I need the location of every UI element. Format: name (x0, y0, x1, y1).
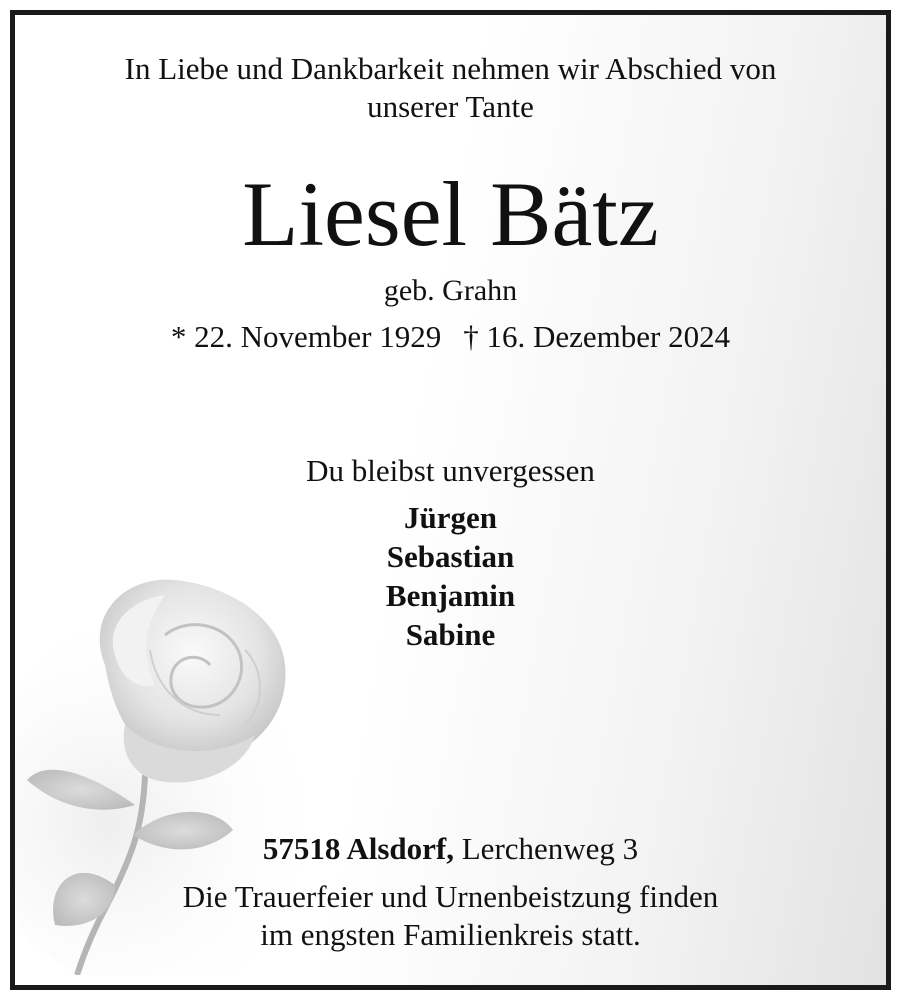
birth-date: * 22. November 1929 (170, 319, 442, 354)
mourner-name: Jürgen (404, 500, 497, 535)
funeral-line-1: Die Trauerfeier und Urnenbeistzung finden (182, 879, 719, 914)
mourner-name: Sebastian (386, 539, 515, 574)
life-dates (15, 318, 886, 356)
funeral-note (15, 878, 886, 954)
obituary-card (10, 10, 891, 990)
deceased-name: Liesel Bätz (242, 163, 659, 265)
funeral-line-2: im engsten Familienkreis statt. (260, 917, 641, 952)
address-street: Lerchenweg 3 (461, 831, 639, 866)
mourners-list (15, 498, 886, 654)
birth-name: geb. Grahn (383, 274, 518, 307)
mourner-name: Sabine (405, 617, 496, 652)
address (15, 830, 886, 868)
address-city: 57518 Alsdorf, (262, 831, 454, 866)
intro-line-2: unserer Tante (367, 89, 534, 124)
intro-line-1: In Liebe und Dankbarkeit nehmen wir Abschied von (124, 51, 777, 86)
death-date: † 16. Dezember 2024 (463, 319, 731, 354)
intro-text (15, 50, 886, 126)
memory-line: Du bleibst unvergessen (306, 453, 595, 488)
mourner-name: Benjamin (385, 578, 516, 613)
